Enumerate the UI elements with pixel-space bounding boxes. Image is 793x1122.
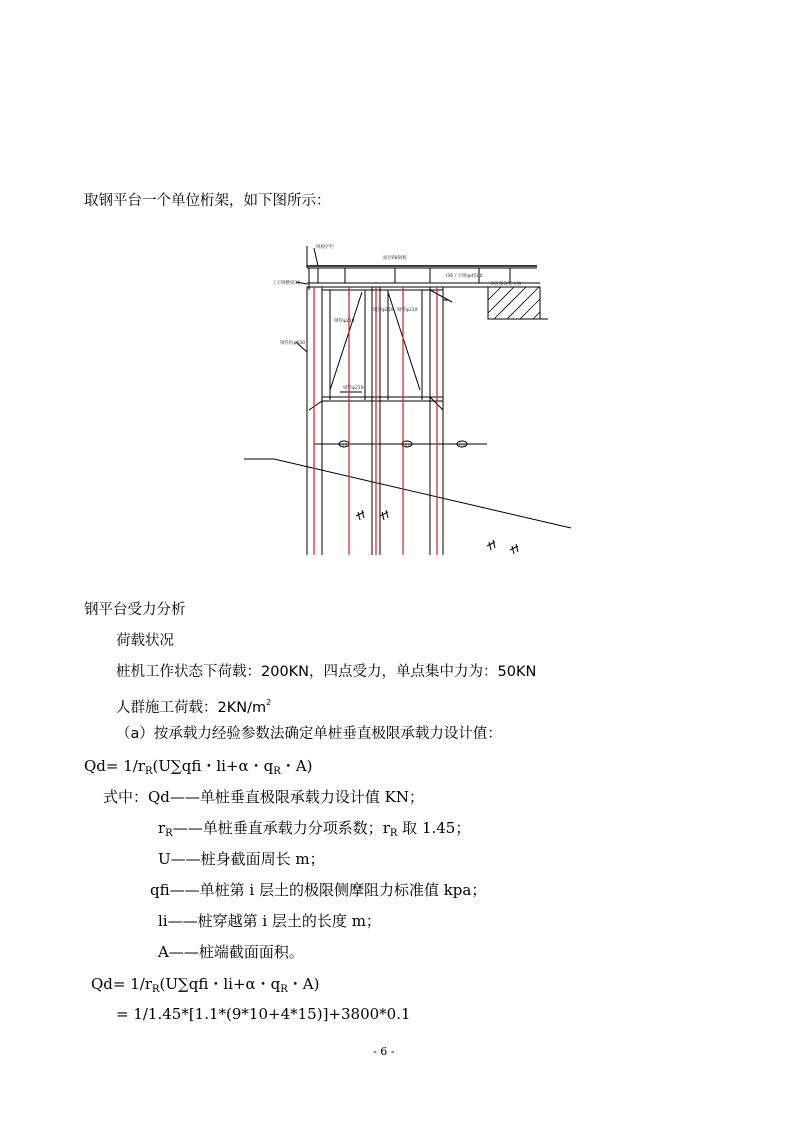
label-column: 导管架钢管立柱 <box>490 282 522 287</box>
page-number: - 6 - <box>373 1045 395 1058</box>
formula-3: = 1/1.45*[1.1*(9*10+4*15)]+3800*0.1 <box>116 1005 411 1023</box>
def-a: A——桩端截面面积。 <box>158 943 304 961</box>
label-dim-1: 000 <box>340 444 349 449</box>
def-qfi: qfi——单桩第 i 层土的极限侧摩阻力标准值 kpa； <box>150 881 487 899</box>
method-line: （a）按承载力经验参数法确定单桩垂直极限承载力设计值： <box>116 726 502 742</box>
def-u: U——桩身截面周长 m； <box>158 850 325 868</box>
label-pile: 钢管桩φ630 <box>280 341 306 346</box>
label-brace-1: 钢管φ219 <box>334 319 355 324</box>
label-guardrail: 钢板护栏 <box>316 245 334 250</box>
section-title: 钢平台受力分析 <box>84 602 186 618</box>
load-heading: 荷载状况 <box>116 633 174 649</box>
intro-text: 取钢平台一个单位桁架，如下图所示： <box>84 193 331 209</box>
def-li: li——桩穿越第 i 层土的长度 m； <box>158 912 381 930</box>
def-qd: 式中：Qd——单桩垂直极限承载力设计值 KN； <box>103 788 425 806</box>
def-rr: $r_R——$单桩垂直承载力分项系数；$r_R$ 取 1.45； <box>158 819 471 839</box>
label-bottom-brace: 钢管φ219 <box>343 386 364 391</box>
label-brace-2: 钢管φ219 <box>373 308 394 313</box>
formula-1: $Qd= 1/r_R(U\sum qfi$・li+α・$q_R$・A) <box>84 757 313 777</box>
label-brace-3: 钢管φ219 <box>397 308 418 313</box>
label-dim-3: 100 <box>458 444 467 449</box>
label-dim-2: 000 <box>403 444 412 449</box>
load-line-1: 桩机工作状态下荷载：200KN，四点受力，单点集中力为：50KN <box>116 664 537 680</box>
formula-2: $Qd= 1/r_R(U\sum qfi$・li+α・$q_R$・A) <box>91 975 320 995</box>
label-deck-plate: 面层δ8钢板 <box>383 256 407 261</box>
label-crossbeam: 工字钢横梁36 <box>272 281 301 286</box>
load-line-2: 人群施工荷载：$2KN/m^2$ <box>116 698 272 716</box>
label-i-beam: I36工字钢@4500 <box>446 274 483 279</box>
